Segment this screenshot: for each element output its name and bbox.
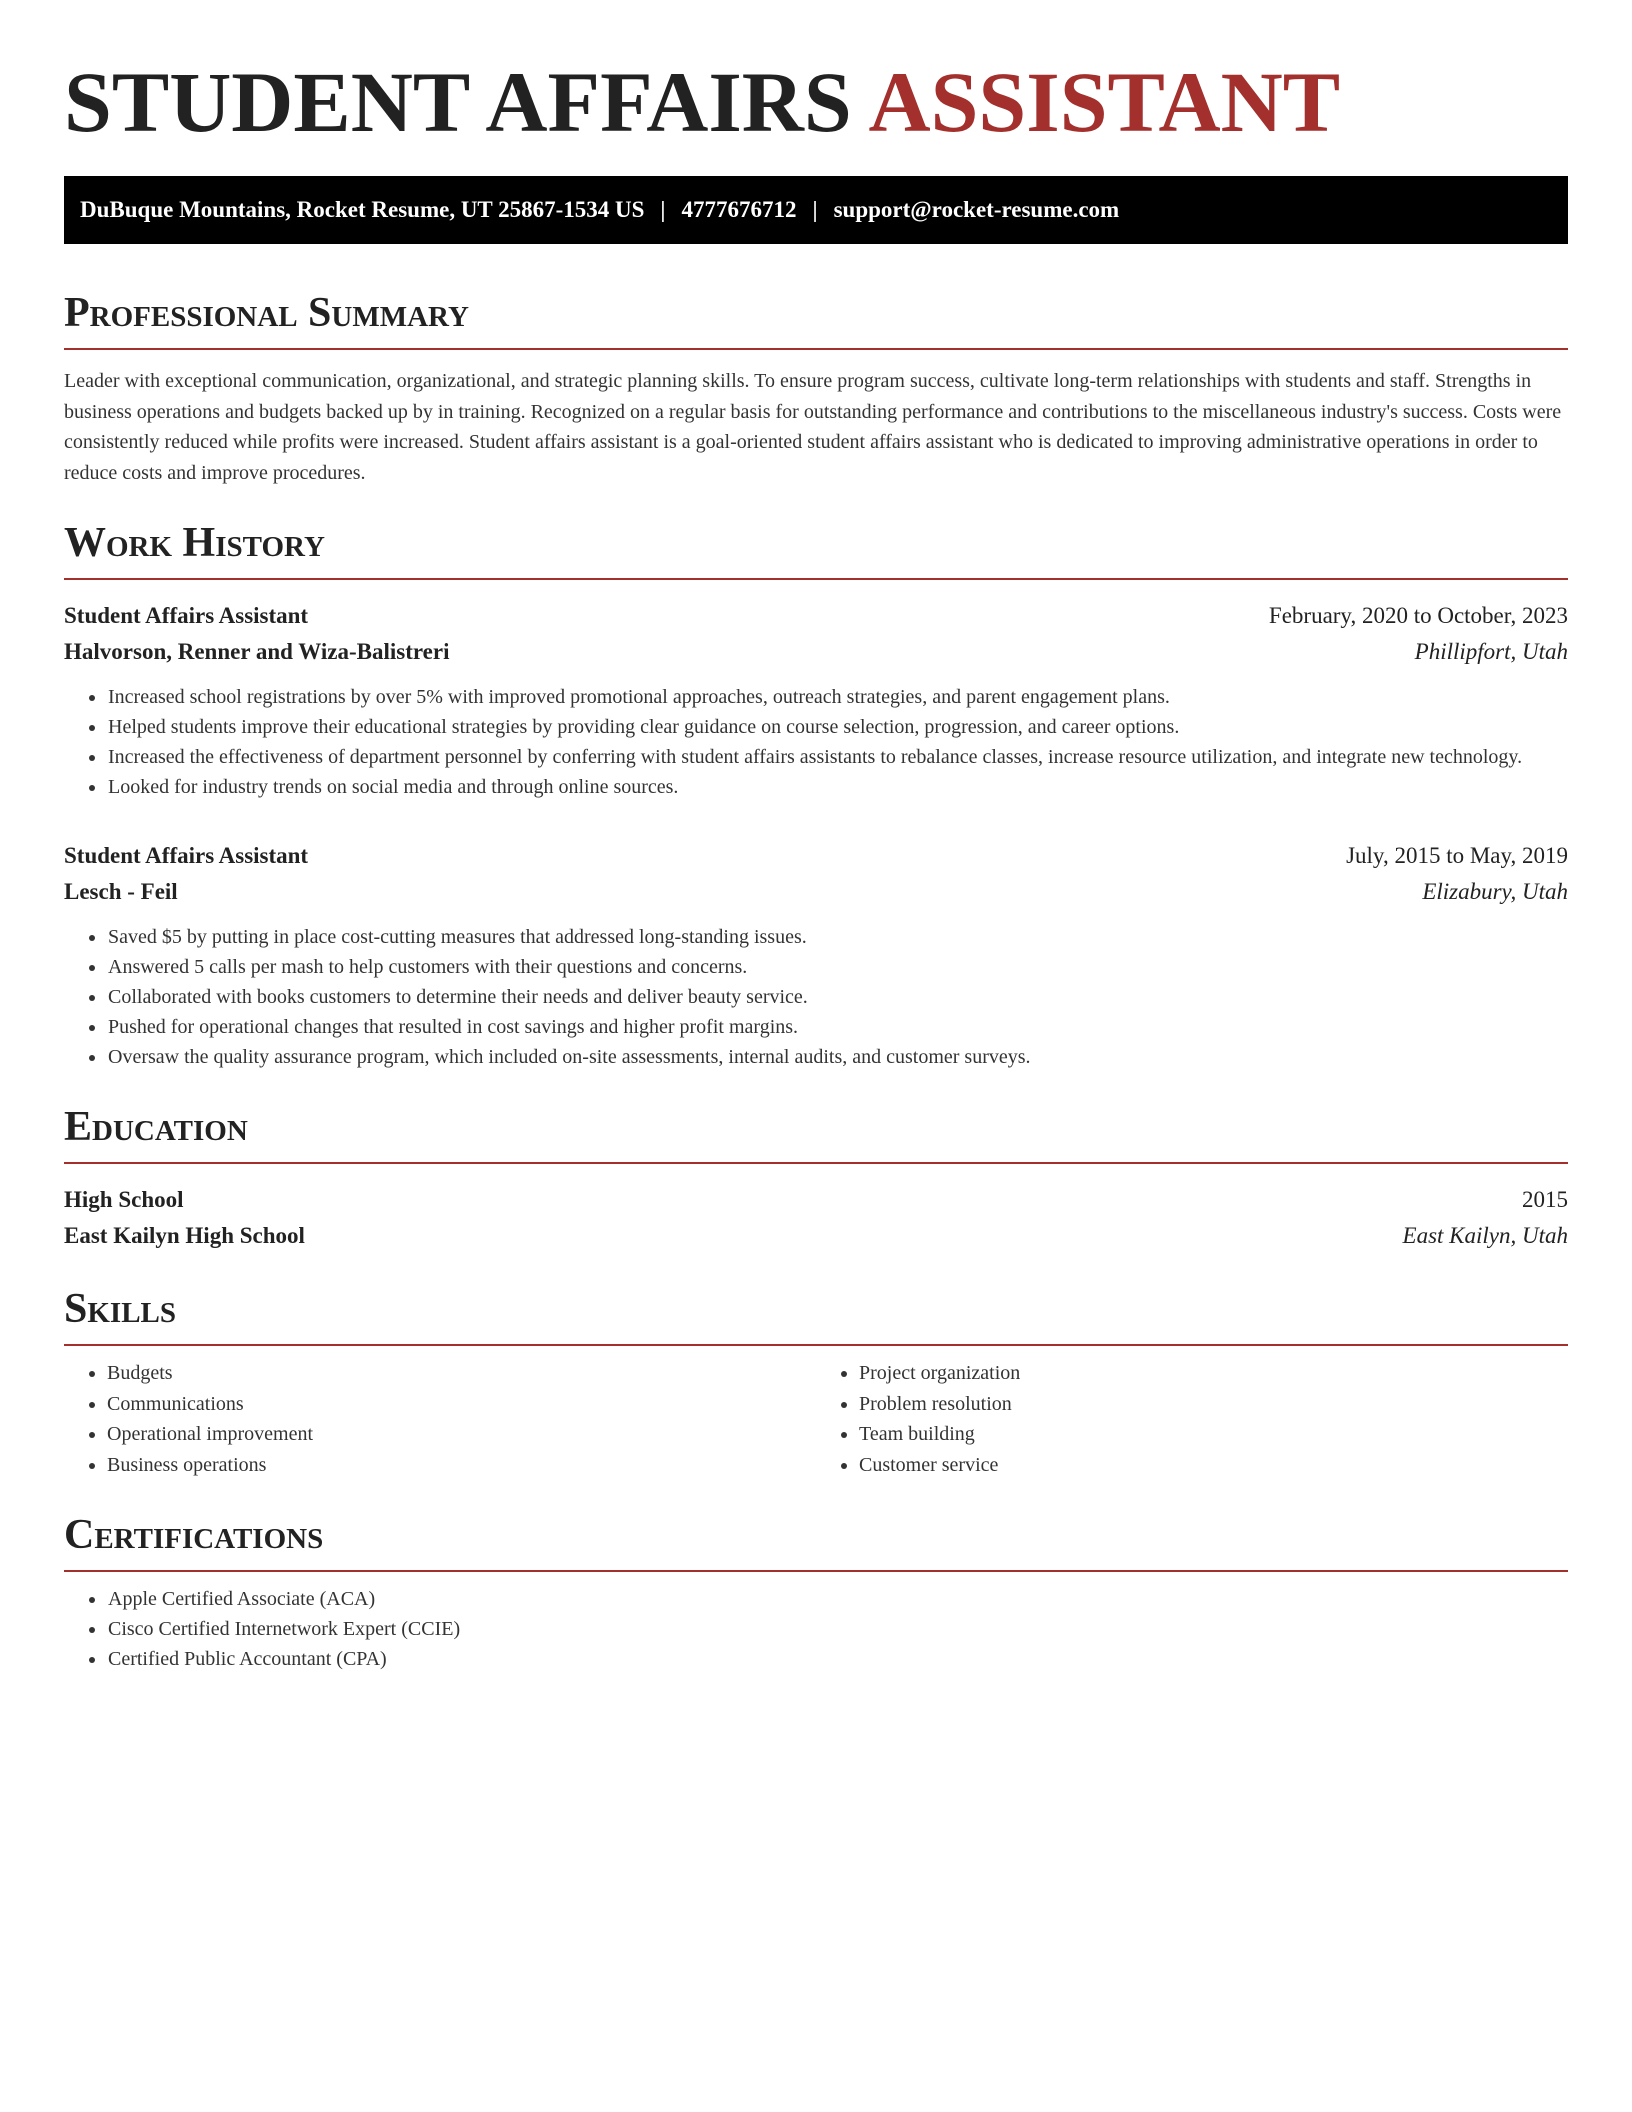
job-dates: July, 2015 to May, 2019 — [1346, 843, 1568, 868]
certifications-heading: Certifications — [64, 1510, 1568, 1572]
job-location: Elizabury, Utah — [1422, 879, 1568, 904]
job-bullet: • Pushed for operational changes that resulted in cost savings and higher profit margins. — [107, 1012, 1568, 1042]
job-position: Student Affairs Assistant — [64, 843, 309, 868]
education-school-row — [64, 1218, 1568, 1254]
job-bullet: • Oversaw the quality assurance program, which included on-site assessments, internal audits, and customer surveys. — [107, 1042, 1568, 1072]
certifications-list — [64, 1584, 1568, 1674]
job-bullet: • Helped students improve their educational strategies by providing clear guidance on course selection, progression, and career options. — [107, 712, 1568, 742]
skill-item: • Customer service — [859, 1450, 1568, 1481]
skill-item: • Project organization — [859, 1358, 1568, 1389]
skill-item: • Communications — [107, 1389, 816, 1420]
job-bullet: • Collaborated with books customers to determine their needs and deliver beauty service. — [107, 982, 1568, 1012]
resume-name — [64, 54, 1568, 150]
contact-separator: | — [812, 197, 818, 222]
education-entry — [64, 1182, 1568, 1254]
job-bullet: • Answered 5 calls per mash to help customers with their questions and concerns. — [107, 952, 1568, 982]
certification-item: • Apple Certified Associate (ACA) — [107, 1584, 1568, 1614]
contact-address: DuBuque Mountains, Rocket Resume, UT 25867-1534 US — [80, 197, 645, 222]
job-bullet: • Looked for industry trends on social media and through online sources. — [107, 772, 1568, 802]
job-bullet: • Increased the effectiveness of department personnel by conferring with student affairs assistants to rebalance classes, increase resource utilization, and integrate new technology. — [107, 742, 1568, 772]
job-position: Student Affairs Assistant — [64, 603, 309, 628]
name-first: STUDENT AFFAIRS — [64, 54, 852, 150]
contact-separator: | — [660, 197, 666, 222]
job-bullet: • Saved $5 by putting in place cost-cutting measures that addressed long-standing issues. — [107, 922, 1568, 952]
job-dates: February, 2020 to October, 2023 — [1268, 603, 1568, 628]
skills-grid — [64, 1358, 1568, 1480]
work-history-heading: Work History — [64, 518, 1568, 580]
job-entry — [64, 598, 1568, 802]
certification-item: • Cisco Certified Internetwork Expert (CCIE) — [107, 1614, 1568, 1644]
summary-heading: Professional Summary — [64, 288, 1568, 350]
job-bullet: • Increased school registrations by over 5% with improved promotional approaches, outreach strategies, and parent engagement plans. — [107, 682, 1568, 712]
contact-bar — [64, 176, 1568, 244]
education-heading: Education — [64, 1102, 1568, 1164]
skill-item: • Problem resolution — [859, 1389, 1568, 1420]
skill-item: • Business operations — [107, 1450, 816, 1481]
job-bullets — [64, 682, 1568, 802]
certification-item: • Certified Public Accountant (CPA) — [107, 1644, 1568, 1674]
job-bullets — [64, 922, 1568, 1072]
name-last: ASSISTANT — [868, 54, 1341, 150]
job-company: Halvorson, Renner and Wiza-Balistreri — [64, 639, 450, 664]
skill-item: • Team building — [859, 1419, 1568, 1450]
education-degree-row — [64, 1182, 1568, 1218]
education-year: 2015 — [1522, 1187, 1568, 1212]
skills-column-right — [816, 1358, 1568, 1480]
job-entry — [64, 838, 1568, 1072]
job-company: Lesch - Feil — [64, 879, 178, 904]
skill-item: • Operational improvement — [107, 1419, 816, 1450]
job-location: Phillipfort, Utah — [1414, 639, 1568, 664]
contact-email[interactable]: support@rocket-resume.com — [833, 197, 1120, 222]
contact-phone: 4777676712 — [681, 197, 797, 222]
education-location: East Kailyn, Utah — [1402, 1223, 1568, 1248]
job-header-row — [64, 598, 1568, 634]
job-company-row — [64, 634, 1568, 670]
education-degree: High School — [64, 1187, 184, 1212]
skills-heading: Skills — [64, 1284, 1568, 1346]
summary-text: Leader with exceptional communication, organizational, and strategic planning skills. To ensure program success, cultivate long-term relationships with students and staff. Strengths in business operations and budgets backed up by in training. Recognized on a regular basis for outstanding performance and contributions to the miscellaneous industry's success. Costs were consistently reduced while profits were increased. Student affairs assistant is a goal-oriented student affairs assistant who is dedicated to improving administrative operations in order to reduce costs and improve procedures. — [64, 370, 1562, 484]
skill-item: • Budgets — [107, 1358, 816, 1389]
skills-column-left — [64, 1358, 816, 1480]
education-school: East Kailyn High School — [64, 1223, 305, 1248]
job-header-row — [64, 838, 1568, 874]
job-company-row — [64, 874, 1568, 910]
